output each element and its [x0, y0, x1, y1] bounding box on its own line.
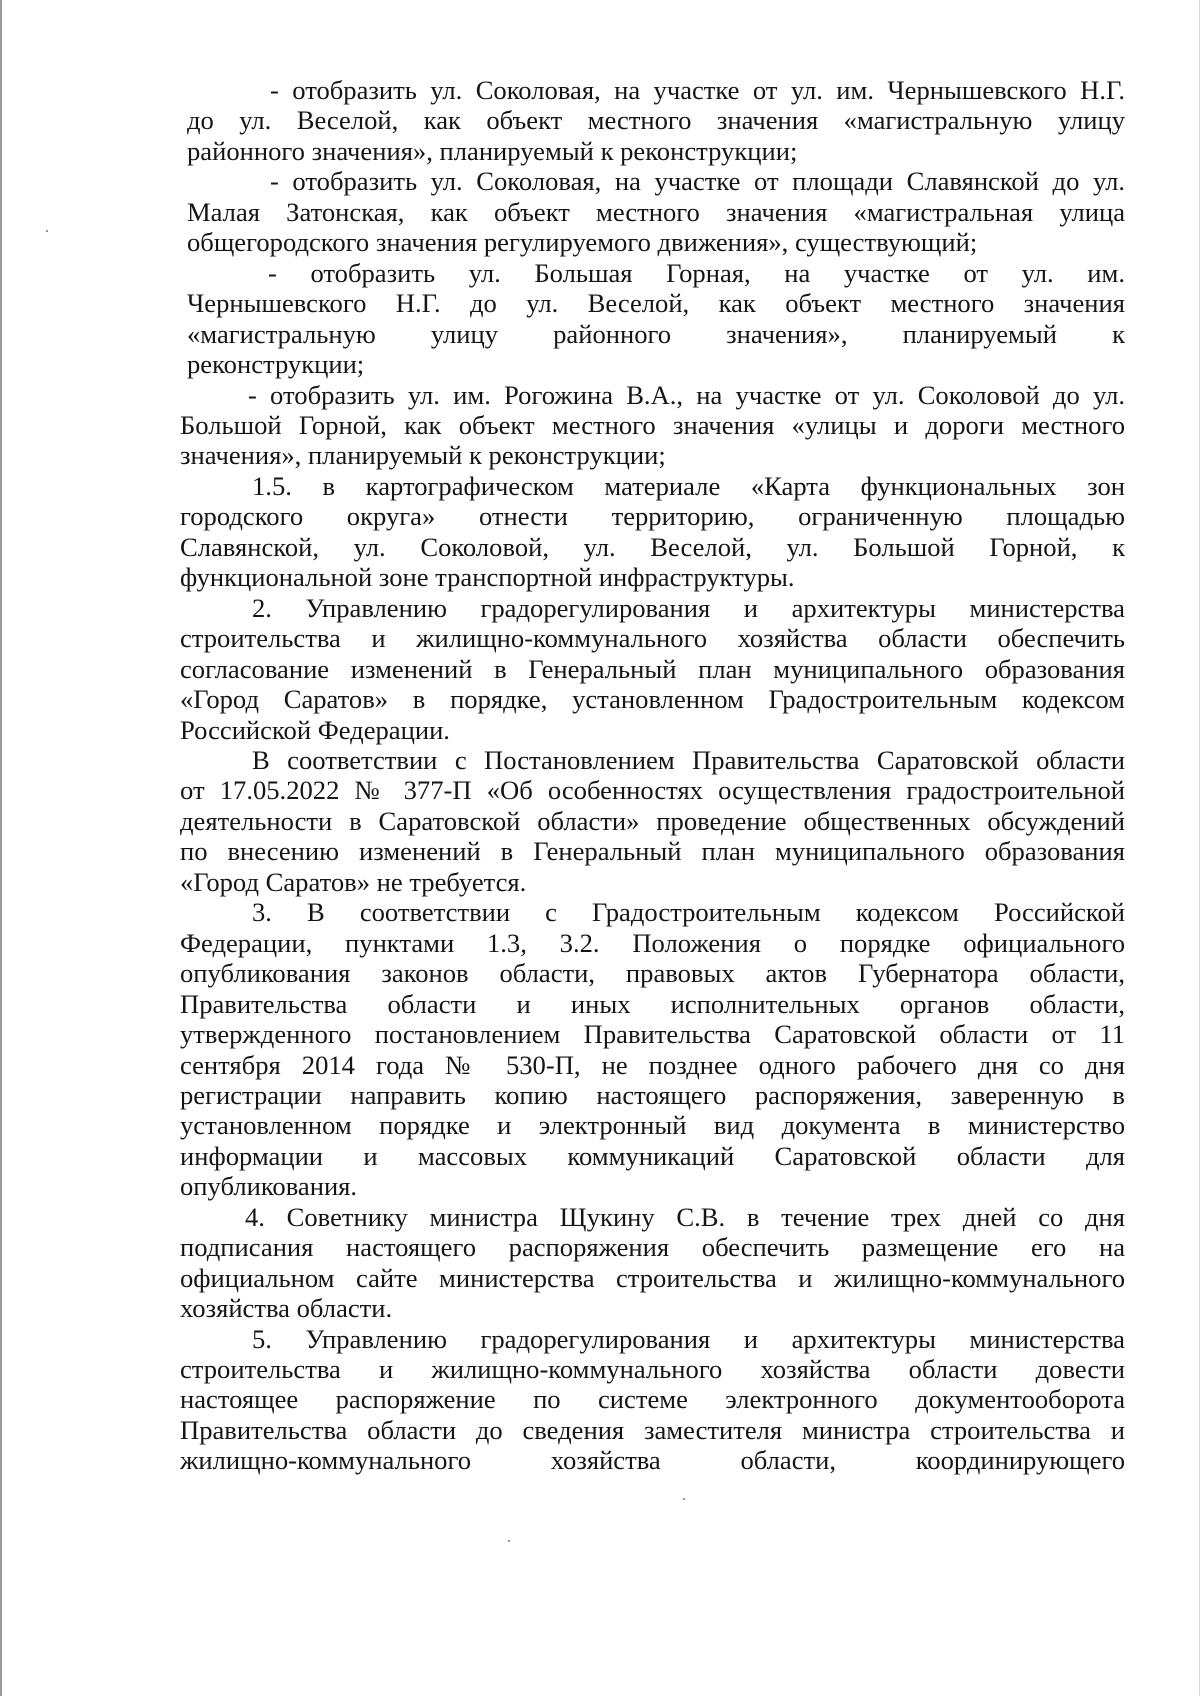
- paragraph-line: Правительства области и иных исполнительных органов области,: [180, 988, 1125, 1019]
- paragraph-line: жилищно-коммунального хозяйства области, координирующего: [180, 1445, 1125, 1476]
- paragraph-line: Чернышевского Н.Г. до ул. Веселой, как объект местного значения: [187, 288, 1125, 319]
- paragraph: [187, 258, 1125, 380]
- paragraph: [180, 380, 1125, 471]
- paragraph-line: согласование изменений в Генеральный план муниципального образования: [180, 653, 1125, 684]
- paragraph-line: Правительства области до сведения заместителя министра строительства и: [180, 1414, 1125, 1445]
- paragraph-line: «магистральную улицу районного значения», планируемый к: [187, 318, 1125, 349]
- paragraph-line: утвержденного постановлением Правительства Саратовской области от 11: [180, 1019, 1125, 1050]
- paragraph-line: Большой Горной, как объект местного значения «улицы и дороги местного: [180, 409, 1125, 440]
- paragraph-line: хозяйства области.: [180, 1293, 393, 1324]
- paragraph: [187, 75, 1125, 166]
- scan-speck: [508, 1540, 510, 1542]
- paragraph-line: значения», планируемый к реконструкции;: [180, 440, 666, 471]
- paragraph-line: «Город Саратов» не требуется.: [180, 866, 527, 897]
- paragraph: [187, 166, 1125, 257]
- paragraph: [180, 593, 1125, 745]
- paragraph-line: строительства и жилищно-коммунального хозяйства области обеспечить: [180, 623, 1125, 654]
- paragraph-line: установленном порядке и электронный вид документа в министерство: [180, 1110, 1125, 1141]
- paragraph-line: - отобразить ул. Большая Горная, на участке от ул. им.: [268, 257, 1125, 288]
- paragraph-line: информации и массовых коммуникаций Саратовской области для: [180, 1140, 1125, 1171]
- paragraph-line: Малая Затонская, как объект местного значения «магистральная улица: [187, 196, 1125, 227]
- paragraph-line: до ул. Веселой, как объект местного значения «магистральную улицу: [187, 105, 1125, 136]
- paragraph-line: Славянской, ул. Соколовой, ул. Веселой, ул. Большой Горной, к: [180, 531, 1125, 562]
- paragraph-line: реконструкции;: [187, 349, 365, 380]
- paragraph-line: - отобразить ул. Соколовая, на участке от ул. им. Чернышевского Н.Г.: [270, 75, 1125, 105]
- paragraph-line: сентября 2014 года № 530-П, не позднее одного рабочего дня со дня: [180, 1049, 1125, 1080]
- paragraph-line: деятельности в Саратовской области» проведение общественных обсуждений: [180, 805, 1125, 836]
- paragraph-line: 2. Управлению градорегулирования и архитектуры министерства: [252, 592, 1125, 623]
- paragraph: [180, 897, 1125, 1202]
- paragraph-line: «Город Саратов» в порядке, установленном Градостроительным кодексом: [180, 684, 1125, 715]
- paragraph-line: от 17.05.2022 № 377-П «Об особенностях осуществления градостроительной: [180, 775, 1125, 806]
- paragraph-line: функциональной зоне транспортной инфраструктуры.: [180, 562, 795, 593]
- paragraph-line: - отобразить ул. Соколовая, на участке от площади Славянской до ул.: [270, 166, 1125, 197]
- paragraph-line: опубликования.: [180, 1171, 358, 1202]
- paragraph: [180, 471, 1125, 593]
- scan-speck: [683, 1498, 685, 1500]
- paragraph-line: регистрации направить копию настоящего распоряжения, заверенную в: [180, 1079, 1125, 1110]
- paragraph-line: районного значения», планируемый к реконструкции;: [187, 135, 798, 166]
- paragraph-line: настоящее распоряжение по системе электронного документооборота: [180, 1384, 1125, 1415]
- paragraph-line: Федерации, пунктами 1.3, 3.2. Положения о порядке официального: [180, 927, 1125, 958]
- paragraph-line: - отобразить ул. им. Рогожина В.А., на участке от ул. Соколовой до ул.: [248, 379, 1125, 410]
- paragraph-line: городского округа» отнести территорию, ограниченную площадью: [180, 501, 1125, 532]
- paragraph-line: В соответствии с Постановлением Правительства Саратовской области: [252, 744, 1125, 775]
- paragraph: [180, 1202, 1125, 1324]
- document-body: [0, 75, 1200, 1476]
- paragraph: [180, 1324, 1125, 1476]
- paragraph-line: подписания настоящего распоряжения обеспечить размещение его на: [180, 1232, 1125, 1263]
- paragraph: [180, 745, 1125, 897]
- paragraph-line: 1.5. в картографическом материале «Карта функциональных зон: [252, 470, 1125, 501]
- paragraph-line: 4. Советнику министра Щукину С.В. в течение трех дней со дня: [245, 1201, 1125, 1232]
- paragraph-line: общегородского значения регулируемого движения», существующий;: [187, 227, 978, 258]
- paragraph-line: по внесению изменений в Генеральный план муниципального образования: [180, 836, 1125, 867]
- paragraph-line: официальном сайте министерства строительства и жилищно-коммунального: [180, 1262, 1125, 1293]
- paragraph-line: Российской Федерации.: [180, 714, 450, 745]
- paragraph-line: 3. В соответствии с Градостроительным кодексом Российской: [252, 897, 1125, 928]
- paragraph-line: 5. Управлению градорегулирования и архитектуры министерства: [252, 1323, 1125, 1354]
- paragraph-line: строительства и жилищно-коммунального хозяйства области довести: [180, 1354, 1125, 1385]
- paragraph-line: опубликования законов области, правовых актов Губернатора области,: [180, 958, 1125, 989]
